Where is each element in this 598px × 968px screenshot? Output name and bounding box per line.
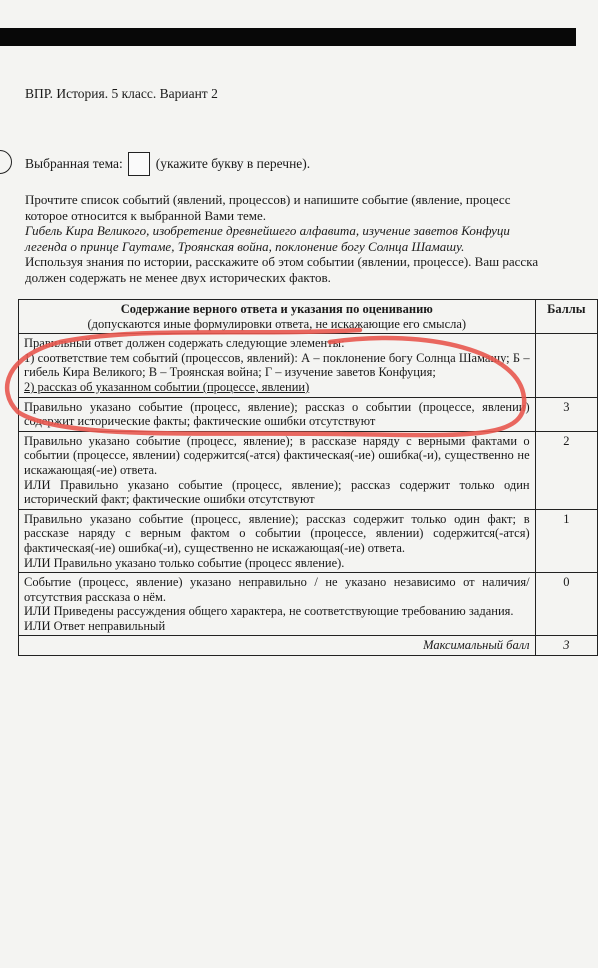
criteria-row (19, 573, 598, 636)
topic-label: Выбранная тема: (25, 156, 123, 171)
instruction-line: Используя знания по истории, расскажите об этом событии (явлении, процессе). Ваш расска (25, 254, 539, 269)
answer-score-empty (535, 334, 597, 397)
answer-row (19, 334, 598, 397)
photo-top-edge (0, 28, 576, 46)
instruction-line: должен содержать не менее двух исторических фактов. (25, 269, 331, 285)
events-list-line: легенда о принце Гаутаме, Троянская война, поклонение богу Солнца Шамашу. (25, 238, 465, 254)
criteria-text: Правильно указано событие (процесс, явление); рассказ о событии (процессе, явлении) содержит исторические факты; фактические ошибки отсутствуют (19, 397, 536, 431)
criteria-score: 1 (535, 509, 597, 572)
task-instructions (25, 192, 585, 285)
task-number-circle (0, 150, 12, 174)
grading-table (18, 299, 598, 656)
answer-intro: Правильный ответ должен содержать следующие элементы: (24, 336, 345, 351)
max-score-value: 3 (535, 636, 597, 656)
criteria-text: Правильно указано событие (процесс, явление); рассказ содержит только один факт; в рассказе наряду с верным фактом о событии (процессе, явлении) содержится(-атся) фактическая(-ие) ошибка(-и), существенно не искажающая(-ие) ответа. ИЛИ Правильно указано только событие (процесс явление). (19, 509, 536, 572)
criteria-text: Событие (процесс, явление) указано неправильно / не указано независимо от наличия/отсутствия рассказа о нём. ИЛИ Приведены рассуждения общего характера, не соответствующие требованию задания. ИЛИ Ответ неправильный (19, 573, 536, 636)
criteria-score: 0 (535, 573, 597, 636)
answer-content (19, 334, 536, 397)
criteria-header (19, 300, 536, 334)
topic-selection-row (25, 152, 310, 176)
topic-hint: (укажите букву в перечне). (155, 156, 311, 171)
instruction-line: которое относится к выбранной Вами теме. (25, 207, 267, 223)
events-list-line: Гибель Кира Великого, изобретение древнейшего алфавита, изучение заветов Конфуци (25, 223, 510, 238)
criteria-header-title: Содержание верного ответа и указания по оцениванию (120, 302, 433, 316)
grading-table-header (19, 300, 598, 334)
answer-item-1: 1) соответствие тем событий (процессов, явлений): А – поклонение богу Солнца Шамашу; Б – гибель Кира Великого; В – Троянская война; Г – изучение заветов Конфуция; (24, 350, 530, 380)
criteria-score: 2 (535, 431, 597, 509)
criteria-row (19, 397, 598, 431)
criteria-header-note: (допускаются иные формулировки ответа, не искажающие его смысла) (87, 316, 467, 331)
criteria-score: 3 (535, 397, 597, 431)
max-score-row (19, 636, 598, 656)
score-header: Баллы (535, 300, 597, 334)
max-score-label: Максимальный балл (19, 636, 536, 656)
criteria-row (19, 509, 598, 572)
criteria-row (19, 431, 598, 509)
topic-answer-box[interactable] (128, 152, 150, 176)
criteria-text: Правильно указано событие (процесс, явление); в рассказе наряду с верными фактами о событии (процессе, явлении) содержится(-атся) фактическая(-ие) ошибка(-и), существенно не искажающая(-ие) ответа. ИЛИ Правильно указано событие (процесс, явление); рассказ содержит только один исторический факт; фактические ошибки отсутствуют (19, 431, 536, 509)
answer-item-2: 2) рассказ об указанном событии (процессе, явлении) (24, 379, 310, 394)
instruction-line: Прочтите список событий (явлений, процессов) и напишите событие (явление, процесс (25, 192, 511, 207)
page-header: ВПР. История. 5 класс. Вариант 2 (25, 86, 218, 101)
